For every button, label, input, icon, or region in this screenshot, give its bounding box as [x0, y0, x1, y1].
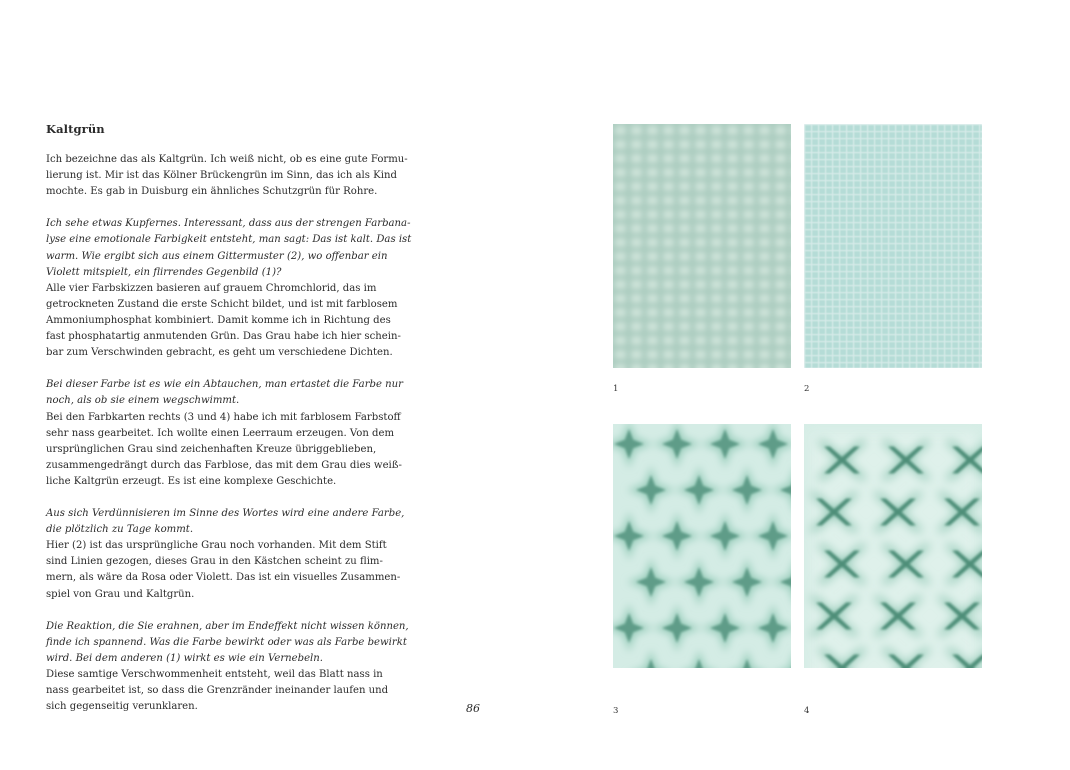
text-line: zusammengedrängt durch das Farblose, das mit dem Grau dies weiß- [46, 459, 402, 471]
paragraph [46, 619, 409, 716]
text-line: lyse eine emotionale Farbigkeit entsteht, man sagt: Das ist kalt. Das ist [46, 234, 412, 246]
text-line: mern, als wäre da Rosa oder Violett. Das ist ein visuelles Zusammen- [46, 572, 401, 584]
figure-4-caption: 4 [804, 706, 810, 716]
text-line: Bei den Farbkarten rechts (3 und 4) habe ich mit farblosem Farbstoff [46, 411, 401, 423]
paragraph [46, 506, 405, 603]
text-line: die plötzlich zu Tage kommt. [46, 524, 194, 536]
figure-2-swatch [804, 124, 982, 368]
text-line: bar zum Verschwinden gebracht, es geht um verschiedene Dichten. [46, 347, 393, 359]
text-line: sehr nass gearbeitet. Ich wollte einen Leerraum erzeugen. Von dem [46, 427, 395, 439]
body-text [46, 152, 412, 731]
figure-3-caption: 3 [613, 706, 619, 716]
paragraph [46, 216, 412, 361]
text-line: Ammoniumphosphat kombiniert. Damit komme ich in Richtung des [46, 314, 391, 326]
figure-4-swatch [804, 424, 982, 668]
text-line: Bei dieser Farbe ist es wie ein Abtauchen, man ertastet die Farbe nur [46, 379, 403, 391]
text-line: sind Linien gezogen, dieses Grau in den Kästchen scheint zu flim- [46, 556, 383, 568]
text-line: Ich bezeichne das als Kaltgrün. Ich weiß nicht, ob es eine gute Formu- [46, 154, 408, 165]
text-line: warm. Wie ergibt sich aus einem Gittermuster (2), wo offenbar ein [46, 250, 388, 262]
section-heading: Kaltgrün [46, 122, 105, 136]
paragraph [46, 377, 403, 490]
text-line: mochte. Es gab in Duisburg ein ähnliches Schutzgrün für Rohre. [46, 186, 378, 198]
text-line: Aus sich Verdünnisieren im Sinne des Wortes wird eine andere Farbe, [46, 508, 405, 520]
text-line: spiel von Grau und Kaltgrün. [46, 588, 195, 600]
text-line: sich gegenseitig verunklaren. [46, 701, 198, 713]
text-line: finde ich spannend. Was die Farbe bewirkt oder was als Farbe bewirkt [46, 636, 407, 648]
page-number: 86 [466, 702, 480, 715]
text-line: liche Kaltgrün erzeugt. Es ist eine komplexe Geschichte. [46, 475, 337, 487]
text-line: Diese samtige Verschwommenheit entsteht, weil das Blatt nass in [46, 669, 383, 680]
text-line: Hier (2) ist das ursprüngliche Grau noch vorhanden. Mit dem Stift [46, 540, 387, 552]
text-line: Violett mitspielt, ein flirrendes Gegenbild (1)? [46, 266, 282, 278]
text-line: nass gearbeitet ist, so dass die Grenzränder ineinander laufen und [46, 685, 389, 697]
text-line: Ich sehe etwas Kupfernes. Interessant, dass aus der strengen Farbana- [46, 218, 411, 230]
text-line: fast phosphatartig anmutenden Grün. Das Grau habe ich hier schein- [46, 331, 401, 343]
text-line: lierung ist. Mir ist das Kölner Brückengrün im Sinn, das ich als Kind [46, 170, 397, 182]
text-line: getrockneten Zustand die erste Schicht bildet, und ist mit farblosem [46, 298, 398, 310]
figure-2-caption: 2 [804, 384, 810, 394]
text-line: Alle vier Farbskizzen basieren auf grauem Chromchlorid, das im [46, 282, 377, 294]
figure-3-swatch [613, 424, 791, 668]
figure-1-swatch [613, 124, 791, 368]
figure-1-caption: 1 [613, 384, 619, 394]
text-line: noch, als ob sie einem wegschwimmt. [46, 395, 240, 407]
text-line: ursprünglichen Grau sind zeichenhaften Kreuze übriggeblieben, [46, 443, 377, 455]
text-line: Die Reaktion, die Sie erahnen, aber im Endeffekt nicht wissen können, [46, 620, 409, 632]
paragraph [46, 152, 408, 200]
text-line: wird. Bei dem anderen (1) wirkt es wie ein Vernebeln. [46, 652, 323, 664]
